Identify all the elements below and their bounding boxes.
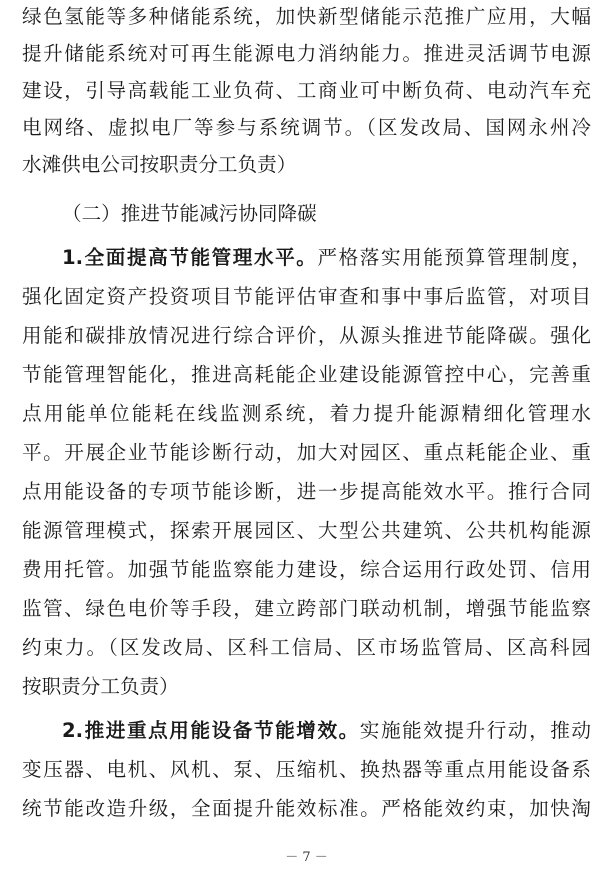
paragraph-line: 能源管理模式，探索开展园区、大型公共建筑、公共机构能源 — [22, 519, 591, 542]
paragraph-line: 约束力。（区发改局、区科工信局、区市场监管局、区高科园 — [22, 636, 591, 659]
page-number: － 7 － — [285, 850, 328, 865]
paragraph-line: 节能管理智能化，推进高耗能企业建设能源管控中心，完善重 — [22, 363, 591, 386]
paragraph-line: 变压器、电机、风机、泵、压缩机、换热器等重点用能设备系 — [22, 758, 591, 781]
paragraph-line: 绿色氢能等多种储能系统，加快新型储能示范推广应用，大幅 — [22, 5, 591, 28]
item-title: 2.推进重点用能设备节能增效。 — [62, 719, 360, 742]
item-first-line — [22, 243, 591, 273]
paragraph-line: 用能和碳排放情况进行综合评价，从源头推进节能降碳。强化 — [22, 324, 591, 347]
paragraph-line: 统节能改造升级，全面提升能效标准。严格能效约束，加快淘 — [22, 797, 591, 820]
paragraph-line: 水滩供电公司按职责分工负责） — [22, 153, 297, 176]
paragraph-line: 强化固定资产投资项目节能评估审查和事中事后监管，对项目 — [22, 285, 591, 308]
paragraph-line: 电网络、虚拟电厂等参与系统调节。（区发改局、国网永州冷 — [22, 116, 591, 139]
item-title: 1.全面提高节能管理水平。 — [62, 246, 318, 269]
item-text: 严格落实用能预算管理制度， — [317, 246, 591, 269]
section-heading: （二）推进节能减污协同降碳 — [62, 202, 317, 225]
paragraph-line: 提升储能系统对可再生能源电力消纳能力。推进灵活调节电源 — [22, 42, 591, 65]
paragraph-line: 点用能单位能耗在线监测系统，着力提升能源精细化管理水 — [22, 402, 591, 425]
paragraph-line: 费用托管。加强节能监察能力建设，综合运用行政处罚、信用 — [22, 558, 591, 581]
paragraph-line: 监管、绿色电价等手段，建立跨部门联动机制，增强节能监察 — [22, 597, 591, 620]
paragraph-line: 点用能设备的专项节能诊断，进一步提高能效水平。推行合同 — [22, 480, 591, 503]
paragraph-line: 按职责分工负责） — [22, 675, 179, 698]
paragraph-line: 平。开展企业节能诊断行动，加大对园区、重点耗能企业、重 — [22, 441, 591, 464]
item-text: 实施能效提升行动，推动 — [359, 719, 591, 742]
item-first-line — [22, 716, 591, 746]
paragraph-line: 建设，引导高载能工业负荷、工商业可中断负荷、电动汽车充 — [22, 79, 591, 102]
